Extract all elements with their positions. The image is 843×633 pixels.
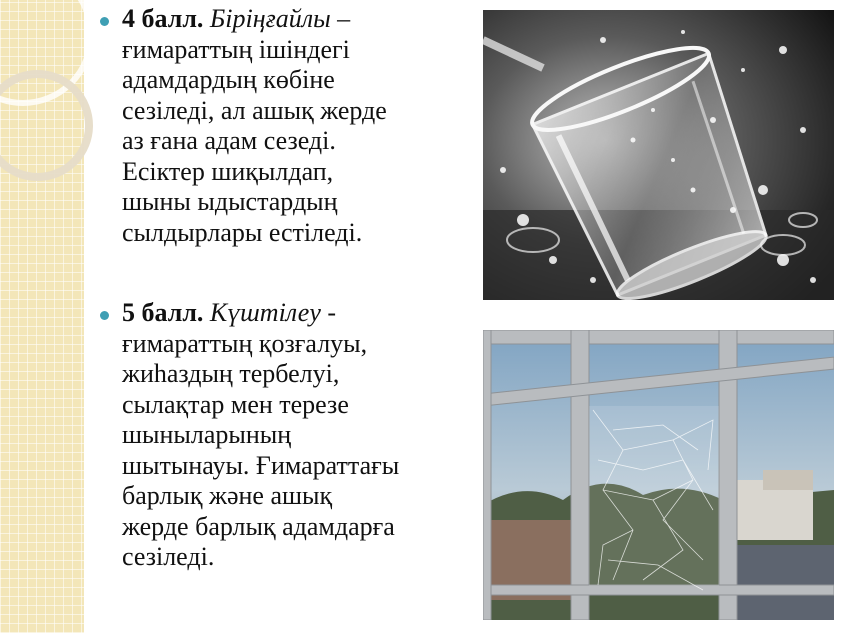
decorative-sidebar — [0, 0, 84, 633]
item-term: Біріңғайлы – — [209, 4, 351, 33]
decorative-ring — [0, 70, 93, 181]
item-term: Күштілеу - — [209, 298, 337, 327]
item-line: Есіктер шиқылдап, — [122, 156, 334, 186]
glass-photo — [483, 10, 834, 300]
item-label: 4 балл. — [122, 4, 204, 33]
bullet-icon — [100, 311, 109, 320]
item-line: жиһаздың тербелуі, — [122, 359, 340, 388]
item-line: сылдырлары естіледі. — [122, 217, 363, 247]
item-line: адамдардың көбіне — [122, 65, 335, 94]
item-line: ғимараттың қозғалуы, — [122, 328, 368, 358]
item-line: аз ғана адам сезеді. — [122, 126, 336, 155]
item-line: жерде барлық адамдарға — [122, 511, 395, 541]
item-line: шытынауы. Ғимараттағы — [122, 450, 400, 480]
item-4 — [122, 4, 482, 248]
item-line: сылақтар мен терезе — [122, 389, 349, 419]
bullet-icon — [100, 17, 109, 26]
cracked-window-photo — [483, 330, 834, 620]
item-line: барлық және ашық — [122, 481, 333, 510]
item-label: 5 балл. — [122, 298, 204, 327]
item-5 — [122, 298, 482, 573]
item-line: сезіледі. — [122, 542, 215, 571]
item-line: шыныларының — [122, 420, 292, 449]
item-line: сезіледі, ал ашық жерде — [122, 95, 387, 125]
item-line: шыны ыдыстардың — [122, 187, 338, 216]
item-line: ғимараттың ішіндегі — [122, 34, 350, 64]
